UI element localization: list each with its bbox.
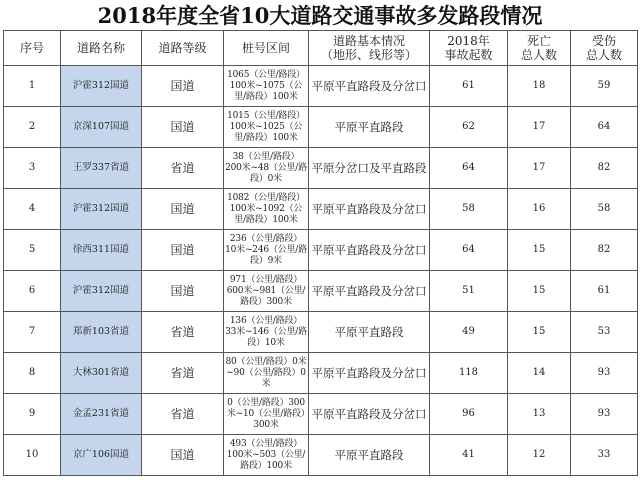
cell-accidents: 58 — [430, 189, 508, 230]
cell-level: 省道 — [142, 148, 224, 189]
header-accidents-line1: 2018年 — [447, 34, 490, 48]
cell-injured: 61 — [571, 271, 638, 312]
header-injured-line2: 总人数 — [585, 48, 622, 62]
cell-road: 徐西311国道 — [61, 230, 142, 271]
header-deaths-line1: 死亡 — [526, 34, 551, 48]
cell-stake: 1065（公里/路段）100米~1075（公里/路段）100米 — [224, 66, 309, 107]
cell-seq: 8 — [4, 353, 61, 394]
cell-road: 沪霍312国道 — [61, 271, 142, 312]
cell-level: 省道 — [142, 353, 224, 394]
cell-condition: 平原平直路段及分岔口 — [309, 394, 430, 435]
cell-deaths: 15 — [508, 271, 571, 312]
cell-road: 京深107国道 — [61, 107, 142, 148]
page-title: 2018年度全省10大道路交通事故多发路段情况 — [97, 3, 543, 28]
header-deaths-line2: 总人数 — [520, 48, 557, 62]
table-row — [4, 148, 638, 189]
table-row — [4, 107, 638, 148]
cell-level: 国道 — [142, 107, 224, 148]
cell-deaths: 17 — [508, 107, 571, 148]
table-body — [4, 66, 638, 476]
cell-level: 国道 — [142, 230, 224, 271]
cell-deaths: 13 — [508, 394, 571, 435]
table-row — [4, 230, 638, 271]
cell-level: 国道 — [142, 271, 224, 312]
header-road: 道路名称 — [61, 31, 142, 66]
cell-level: 省道 — [142, 312, 224, 353]
cell-road: 金孟231省道 — [61, 394, 142, 435]
header-row — [4, 31, 638, 66]
cell-stake: 38（公里/路段）200米~48（公里/路段）0米 — [224, 148, 309, 189]
header-accidents — [430, 31, 508, 66]
cell-deaths: 16 — [508, 189, 571, 230]
cell-stake: 0（公里/路段）300米~10（公里/路段）300米 — [224, 394, 309, 435]
cell-level: 省道 — [142, 394, 224, 435]
table-row — [4, 312, 638, 353]
cell-stake: 236（公里/路段）10米~246（公里/路段）9米 — [224, 230, 309, 271]
cell-stake: 80（公里/路段）0米~90（公里/路段）0米 — [224, 353, 309, 394]
accident-table — [3, 30, 638, 476]
cell-condition: 平原平直路段及分岔口 — [309, 66, 430, 107]
cell-road: 郑新103省道 — [61, 312, 142, 353]
cell-accidents: 64 — [430, 148, 508, 189]
cell-seq: 5 — [4, 230, 61, 271]
header-level: 道路等级 — [142, 31, 224, 66]
cell-deaths: 17 — [508, 148, 571, 189]
header-condition-line1: 道路基本情况 — [332, 34, 405, 48]
table-row — [4, 394, 638, 435]
header-stake: 桩号区间 — [224, 31, 309, 66]
cell-stake: 136（公里/路段）33米~146（公里/路段）10米 — [224, 312, 309, 353]
cell-injured: 53 — [571, 312, 638, 353]
cell-accidents: 49 — [430, 312, 508, 353]
cell-seq: 1 — [4, 66, 61, 107]
table-row — [4, 66, 638, 107]
cell-injured: 82 — [571, 148, 638, 189]
header-injured — [571, 31, 638, 66]
cell-accidents: 96 — [430, 394, 508, 435]
cell-seq: 6 — [4, 271, 61, 312]
cell-stake: 493（公里/路段）100米~503（公里/路段）100米 — [224, 435, 309, 476]
cell-accidents: 118 — [430, 353, 508, 394]
cell-accidents: 64 — [430, 230, 508, 271]
cell-condition: 平原平直路段 — [309, 312, 430, 353]
cell-deaths: 18 — [508, 66, 571, 107]
cell-road: 沪霍312国道 — [61, 66, 142, 107]
table-row — [4, 353, 638, 394]
cell-seq: 2 — [4, 107, 61, 148]
cell-injured: 93 — [571, 353, 638, 394]
table-row — [4, 189, 638, 230]
header-seq: 序号 — [4, 31, 61, 66]
header-condition — [309, 31, 430, 66]
table-row — [4, 271, 638, 312]
header-accidents-line2: 事故起数 — [444, 48, 493, 62]
cell-road: 沪霍312国道 — [61, 189, 142, 230]
cell-seq: 9 — [4, 394, 61, 435]
cell-accidents: 41 — [430, 435, 508, 476]
cell-level: 国道 — [142, 189, 224, 230]
cell-road: 京广106国道 — [61, 435, 142, 476]
cell-injured: 33 — [571, 435, 638, 476]
header-condition-line2: （地形、线形等） — [320, 48, 417, 62]
cell-accidents: 51 — [430, 271, 508, 312]
cell-seq: 7 — [4, 312, 61, 353]
cell-accidents: 61 — [430, 66, 508, 107]
cell-condition: 平原分岔口及平直路段 — [309, 148, 430, 189]
cell-condition: 平原平直路段及分岔口 — [309, 189, 430, 230]
cell-condition: 平原平直路段及分岔口 — [309, 271, 430, 312]
cell-injured: 64 — [571, 107, 638, 148]
table-row — [4, 435, 638, 476]
cell-stake: 1082（公里/路段）100米~1092（公里/路段）100米 — [224, 189, 309, 230]
cell-injured: 82 — [571, 230, 638, 271]
cell-injured: 93 — [571, 394, 638, 435]
cell-condition: 平原平直路段 — [309, 107, 430, 148]
cell-deaths: 15 — [508, 312, 571, 353]
cell-deaths: 14 — [508, 353, 571, 394]
cell-deaths: 15 — [508, 230, 571, 271]
header-injured-line1: 受伤 — [591, 34, 616, 48]
header-deaths — [508, 31, 571, 66]
cell-injured: 58 — [571, 189, 638, 230]
cell-level: 国道 — [142, 66, 224, 107]
cell-level: 国道 — [142, 435, 224, 476]
cell-deaths: 12 — [508, 435, 571, 476]
cell-stake: 1015（公里/路段）100米~1025（公里/路段）100米 — [224, 107, 309, 148]
cell-road: 王罗337省道 — [61, 148, 142, 189]
cell-condition: 平原平直路段 — [309, 435, 430, 476]
cell-seq: 4 — [4, 189, 61, 230]
cell-accidents: 62 — [430, 107, 508, 148]
cell-injured: 59 — [571, 66, 638, 107]
cell-seq: 3 — [4, 148, 61, 189]
cell-stake: 971（公里/路段）600米~981（公里/路段）300米 — [224, 271, 309, 312]
cell-condition: 平原平直路段及分岔口 — [309, 353, 430, 394]
cell-seq: 10 — [4, 435, 61, 476]
cell-road: 大林301省道 — [61, 353, 142, 394]
cell-condition: 平原平直路段及分岔口 — [309, 230, 430, 271]
